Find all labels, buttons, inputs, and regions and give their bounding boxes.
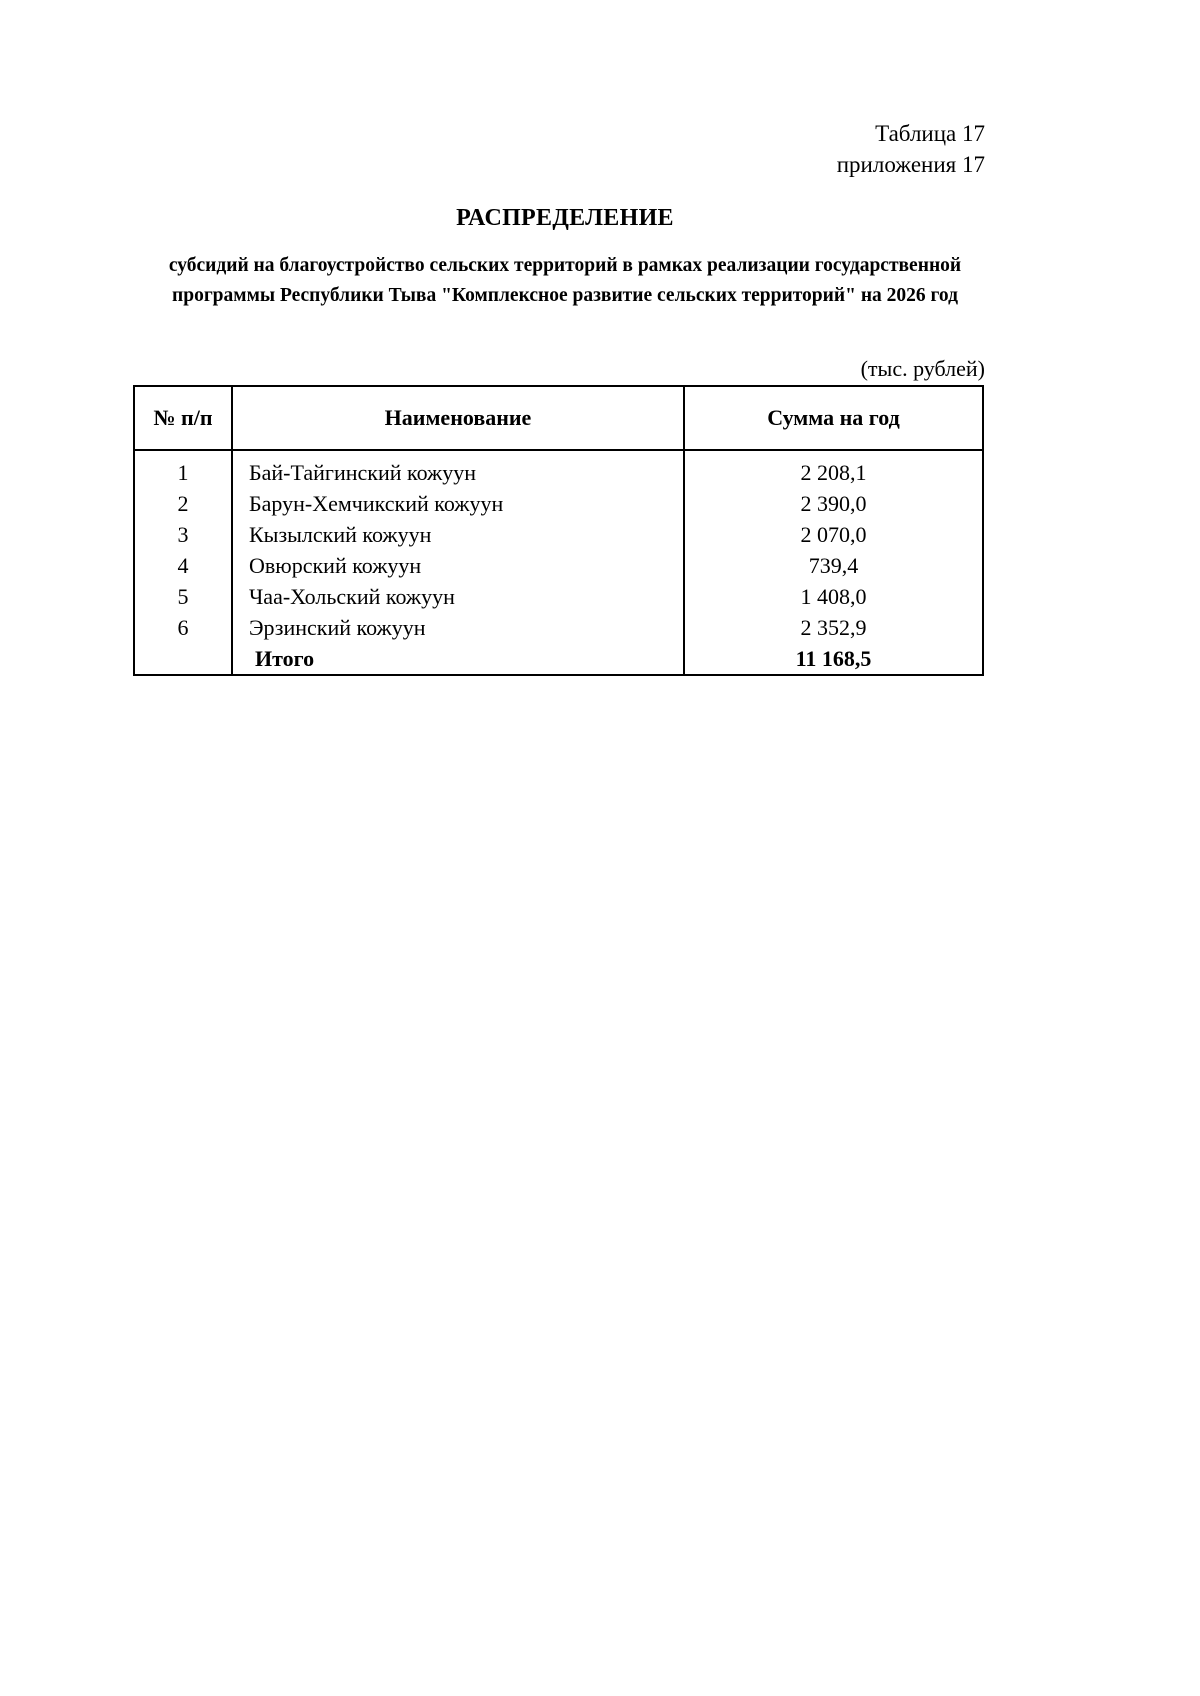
row-number: 5 [134, 581, 232, 612]
row-amount: 1 408,0 [684, 581, 983, 612]
appendix-number: приложения 17 [836, 152, 985, 177]
table-row [134, 581, 983, 612]
column-header-name: Наименование [232, 386, 684, 450]
total-number [134, 643, 232, 675]
row-amount: 2 352,9 [684, 612, 983, 643]
row-name: Чаа-Хольский кожуун [232, 581, 684, 612]
row-name: Барун-Хемчикский кожуун [232, 488, 684, 519]
row-number: 6 [134, 612, 232, 643]
row-amount: 2 070,0 [684, 519, 983, 550]
total-label: Итого [232, 643, 684, 675]
table-row [134, 457, 983, 488]
document-subtitle: субсидий на благоустройство сельских территорий в рамках реализации государственной программы Республики Тыва "Комплексное развитие сельских территорий" на 2026 год [168, 255, 962, 306]
table-total-row [134, 643, 983, 675]
table-row [134, 519, 983, 550]
table-header-row [134, 386, 983, 450]
row-amount: 2 390,0 [684, 488, 983, 519]
row-amount: 739,4 [684, 550, 983, 581]
table-row [134, 612, 983, 643]
column-header-amount: Сумма на год [684, 386, 983, 450]
table-spacer-row [134, 450, 983, 457]
column-header-number: № п/п [134, 386, 232, 450]
row-amount: 2 208,1 [684, 457, 983, 488]
table-number: Таблица 17 [875, 121, 985, 146]
table-reference [837, 118, 985, 180]
row-number: 3 [134, 519, 232, 550]
document-title: РАСПРЕДЕЛЕНИЕ [456, 205, 674, 231]
row-name: Кызылский кожуун [232, 519, 684, 550]
row-name: Эрзинский кожуун [232, 612, 684, 643]
row-name: Овюрский кожуун [232, 550, 684, 581]
total-amount: 11 168,5 [684, 643, 983, 675]
units-label: (тыс. рублей) [860, 356, 985, 381]
row-number: 1 [134, 457, 232, 488]
row-name: Бай-Тайгинский кожуун [232, 457, 684, 488]
table-row [134, 488, 983, 519]
table-row [134, 550, 983, 581]
row-number: 2 [134, 488, 232, 519]
distribution-table [133, 385, 984, 676]
row-number: 4 [134, 550, 232, 581]
